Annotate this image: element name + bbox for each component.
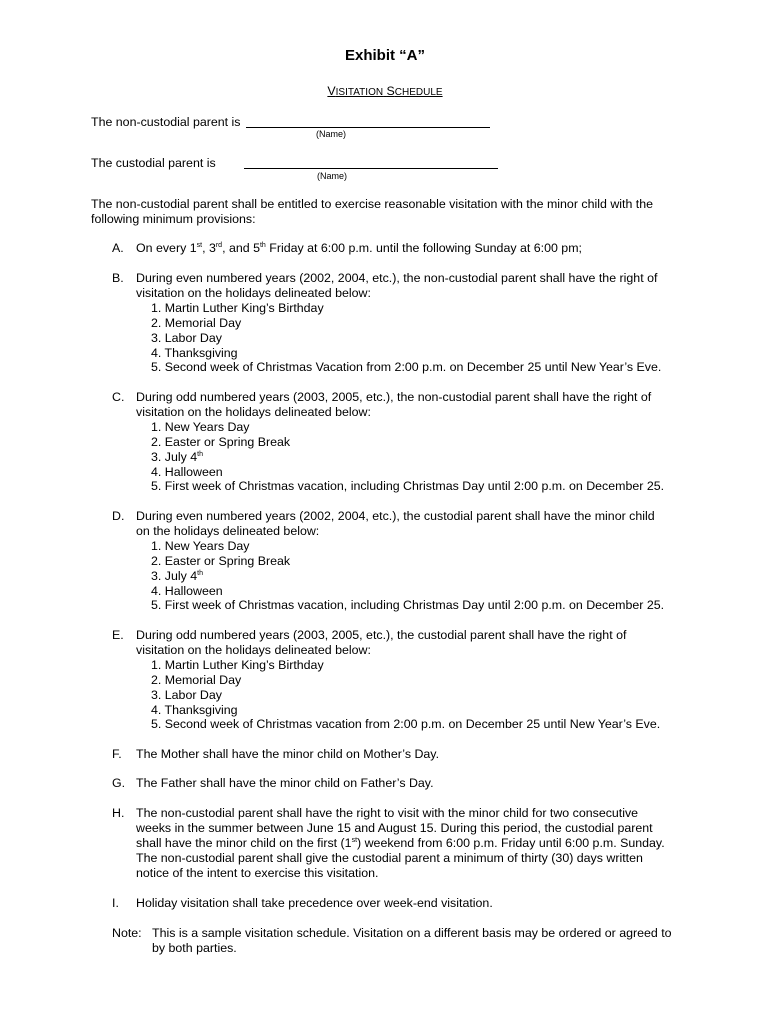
intro-line: following minimum provisions:: [91, 211, 256, 226]
custodial-name-caption: (Name): [317, 171, 348, 181]
document-subtitle: VISITATION SCHEDULE: [327, 84, 443, 98]
page-title: Exhibit “A”: [344, 47, 425, 64]
list-item: 1. New Years Day: [151, 419, 250, 434]
provision-label: I.: [112, 896, 119, 910]
list-item: 3. July 4th: [151, 568, 203, 583]
noncustodial-parent-row: [91, 115, 240, 130]
list-item: 2. Memorial Day: [151, 315, 242, 330]
provision-label: D.: [112, 509, 125, 523]
provision-label: E.: [112, 628, 124, 642]
noncustodial-parent-name-field[interactable]: [246, 115, 490, 128]
provision-text: During odd numbered years (2003, 2005, etc.), the non-custodial parent shall have the right of visitation on the holidays delineated below: 1. New Years Day 2. Easter or Spring Break 3. July 4th 4. Halloween 5. First week of Christmas vacation, including Christmas Day until 2:00 p.m. on December 25.: [136, 390, 706, 494]
custodial-parent-row: [91, 156, 216, 171]
list-item: 5. Second week of Christmas vacation from 2:00 p.m. on December 25 until New Year’s Eve.: [151, 717, 661, 732]
intro-paragraph: [91, 197, 653, 227]
list-item: 3. July 4th: [151, 449, 203, 464]
list-item: 2. Easter or Spring Break: [151, 553, 291, 568]
provision-text: During even numbered years (2002, 2004, etc.), the non-custodial parent shall have the right of visitation on the holidays delineated below: 1. Martin Luther King’s Birthday 2. Memorial Day 3. Labor Day 4. Thanksgiving 5. Second week of Christmas Vacation from 2:00 p.m. on December 25 until New Year’s Eve.: [136, 271, 706, 375]
custodial-parent-label: The custodial parent is: [91, 156, 216, 170]
note-text-continued: by both parties.: [152, 941, 237, 955]
custodial-parent-name-field[interactable]: [244, 156, 498, 169]
noncustodial-name-caption: (Name): [316, 129, 347, 139]
list-item: 4. Halloween: [151, 583, 223, 598]
list-item: 1. New Years Day: [151, 538, 250, 553]
noncustodial-parent-label: The non-custodial parent is: [91, 115, 241, 129]
list-item: 5. Second week of Christmas Vacation from 2:00 p.m. on December 25 until New Year’s Eve.: [151, 360, 662, 375]
note-text: This is a sample visitation schedule. Visitation on a different basis may be ordered or agreed to: [152, 926, 672, 940]
provision-label: A.: [112, 241, 124, 255]
list-item: 1. Martin Luther King’s Birthday: [151, 657, 324, 672]
provision-label: F.: [112, 747, 122, 761]
provision-text: The non-custodial parent shall have the right to visit with the minor child for two consecutive weeks in the summer between June 15 and August 15. During this period, the custodial parent shall have the minor child on the first (1st) weekend from 6:00 p.m. Friday until 6:00 p.m. Sunday. The non-custodial parent shall give the custodial parent a minimum of thirty (30) days written notice of the intent to exercise this visitation.: [136, 806, 665, 880]
list-item: 4. Thanksgiving: [151, 702, 238, 717]
provision-label: G.: [112, 776, 126, 790]
provision-label: B.: [112, 271, 124, 285]
intro-line: The non-custodial parent shall be entitled to exercise reasonable visitation with the minor child with the: [91, 197, 654, 211]
note-label: Note:: [112, 926, 142, 940]
list-item: 2. Memorial Day: [151, 672, 242, 687]
provision-label: C.: [112, 390, 125, 404]
provision-text: Holiday visitation shall take precedence over week-end visitation.: [136, 896, 493, 910]
provision-text: The Father shall have the minor child on Father’s Day.: [136, 776, 434, 790]
list-item: 1. Martin Luther King’s Birthday: [151, 300, 324, 315]
list-item: 5. First week of Christmas vacation, including Christmas Day until 2:00 p.m. on December 25.: [151, 598, 665, 613]
list-item: 4. Thanksgiving: [151, 345, 238, 360]
list-item: 5. First week of Christmas vacation, including Christmas Day until 2:00 p.m. on December 25.: [151, 479, 665, 494]
provision-text: During even numbered years (2002, 2004, etc.), the custodial parent shall have the minor child on the holidays delineated below: 1. New Years Day 2. Easter or Spring Break 3. July 4th 4. Halloween 5. First week of Christmas vacation, including Christmas Day until 2:00 p.m. on December 25.: [136, 509, 706, 613]
list-item: 3. Labor Day: [151, 330, 222, 345]
provision-label: H.: [112, 806, 125, 820]
provision-text: On every 1st, 3rd, and 5th Friday at 6:00 p.m. until the following Sunday at 6:00 pm;: [136, 241, 582, 255]
provision-text: During odd numbered years (2003, 2005, etc.), the custodial parent shall have the right of visitation on the holidays delineated below: 1. Martin Luther King’s Birthday 2. Memorial Day 3. Labor Day 4. Thanksgiving 5. Second week of Christmas vacation from 2:00 p.m. on December 25 until New Year’s Eve.: [136, 628, 706, 732]
list-item: 2. Easter or Spring Break: [151, 434, 291, 449]
list-item: 4. Halloween: [151, 464, 223, 479]
provision-text: The Mother shall have the minor child on Mother’s Day.: [136, 747, 440, 761]
list-item: 3. Labor Day: [151, 687, 222, 702]
